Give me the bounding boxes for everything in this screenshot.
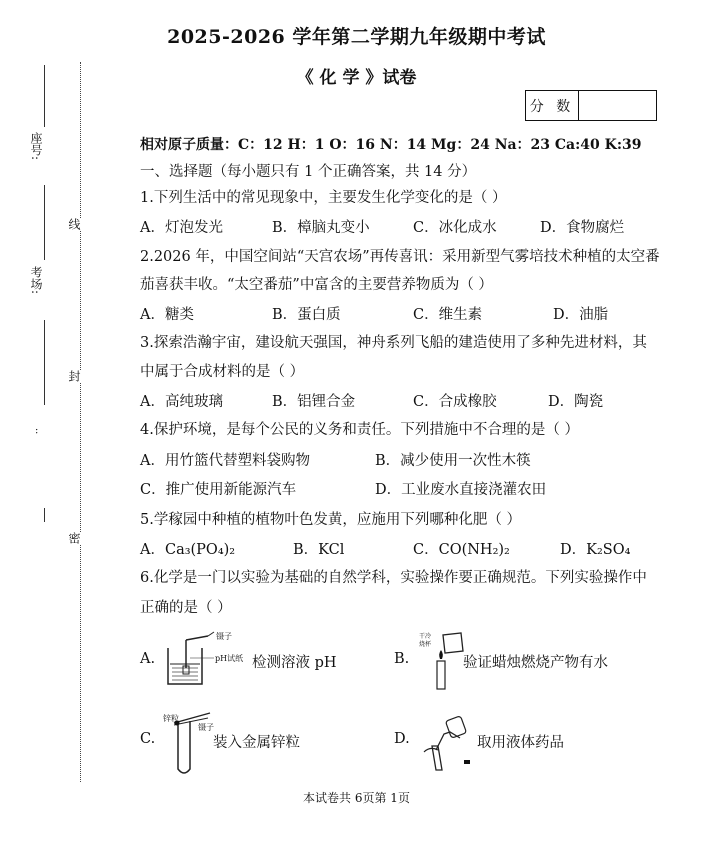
student-info-blank [44, 320, 45, 405]
question-1-stem: 1.下列生活中的常见现象中，主要发生化学变化的是（ ） [140, 190, 507, 206]
question-6-option-b-text: 验证蜡烛燃烧产物有水 [463, 655, 608, 671]
question-3-stem-line-1: 3.探索浩瀚宇宙，建设航天强国，神舟系列飞船的建造使用了多种先进材料，其 [140, 335, 647, 351]
class-blank [44, 508, 45, 522]
exam-room-label: 考场: [29, 266, 43, 295]
question-5-stem: 5.学稼园中种植的植物叶色发黄，应施用下列哪种化肥（ ） [140, 512, 521, 528]
question-2-option-d[interactable]: D．油脂 [553, 307, 609, 323]
figure-b-label-cold-beaker: 干冷烧杯 [419, 633, 432, 648]
question-6-option-c[interactable]: C. [140, 731, 156, 747]
seal-mark-xian: 线 [67, 218, 81, 230]
exam-room-blank [44, 185, 45, 260]
question-3-stem-line-2: 中属于合成材料的是（ ） [140, 364, 305, 380]
seal-mark-mi: 密 [67, 532, 81, 544]
binding-dotted-line [80, 62, 81, 782]
figure-c-label-zinc: 锌粒 [163, 714, 179, 723]
question-2-option-b[interactable]: B．蛋白质 [272, 307, 341, 323]
section-heading: 一、选择题（每小题只有 1 个正确答案，共 14 分） [140, 164, 477, 180]
seal-mark-feng: 封 [67, 370, 81, 382]
question-2-stem-line-1: 2.2026 年，中国空间站“天宫农场”再传喜讯：采用新型气雾培技术种植的太空番 [140, 249, 660, 265]
question-6-option-d[interactable]: D. [394, 731, 410, 747]
question-4-option-a[interactable]: A．用竹篮代替塑料袋购物 [140, 453, 310, 469]
liquid-pouring-figure [420, 712, 480, 774]
question-6-option-d-text: 取用液体药品 [477, 735, 564, 751]
question-6-option-a[interactable]: A. [140, 651, 156, 667]
figure-a-label-tweezers: 镊子 [216, 632, 232, 641]
question-2-option-a[interactable]: A．糖类 [140, 307, 194, 323]
question-1-option-c[interactable]: C．冰化成水 [413, 220, 497, 236]
question-2-option-c[interactable]: C．维生素 [413, 307, 483, 323]
question-4-option-b[interactable]: B．减少使用一次性木筷 [375, 453, 531, 469]
question-6-stem-line-1: 6.化学是一门以实验为基础的自然学科，实验操作要正确规范。下列实验操作中 [140, 570, 647, 586]
question-6-option-a-text: 检测溶液 pH [252, 655, 337, 671]
question-6-stem-line-2: 正确的是（ ） [140, 600, 232, 616]
exam-subtitle: 《 化 学 》试卷 [296, 68, 417, 88]
score-value-field[interactable] [579, 91, 656, 120]
question-5-option-b[interactable]: B．KCl [293, 542, 345, 558]
question-5-option-d[interactable]: D．K₂SO₄ [560, 542, 631, 558]
question-3-option-d[interactable]: D．陶瓷 [548, 394, 604, 410]
atomic-masses: 相对原子质量：C：12 H：1 O：16 N：14 Mg：24 Na：23 Ca:40 K:39 [140, 137, 642, 153]
question-3-option-b[interactable]: B．铝锂合金 [272, 394, 356, 410]
exam-title: 2025-2026 学年第二学期九年级期中考试 [167, 26, 546, 48]
score-label: 分 数 [526, 91, 579, 120]
question-4-stem: 4.保护环境，是每个公民的义务和责任。下列措施中不合理的是（ ） [140, 422, 579, 438]
question-4-option-c[interactable]: C．推广使用新能源汽车 [140, 482, 297, 498]
question-3-option-c[interactable]: C．合成橡胶 [413, 394, 497, 410]
question-1-option-b[interactable]: B．樟脑丸变小 [272, 220, 370, 236]
student-info-label: ·· [30, 428, 41, 435]
figure-c-label-tweezers: 镊子 [198, 723, 214, 732]
question-2-stem-line-2: 茄喜获丰收。“太空番茄”中富含的主要营养物质为（ ） [140, 277, 493, 293]
question-4-option-d[interactable]: D．工业废水直接浇灌农田 [375, 482, 547, 498]
figure-a-label-ph-paper: pH试纸 [215, 654, 244, 663]
question-3-option-a[interactable]: A．高纯玻璃 [140, 394, 223, 410]
question-6-option-b[interactable]: B. [394, 651, 410, 667]
score-box [525, 90, 657, 121]
question-1-option-d[interactable]: D．食物腐烂 [540, 220, 625, 236]
question-6-option-c-text: 装入金属锌粒 [213, 735, 300, 751]
question-1-option-a[interactable]: A．灯泡发光 [140, 220, 223, 236]
question-5-option-c[interactable]: C．CO(NH₂)₂ [413, 542, 510, 558]
page-footer: 本试卷共 6页第 1页 [303, 791, 410, 805]
seat-number-label: 座号: [29, 132, 43, 161]
question-5-option-a[interactable]: A．Ca₃(PO₄)₂ [140, 542, 236, 558]
